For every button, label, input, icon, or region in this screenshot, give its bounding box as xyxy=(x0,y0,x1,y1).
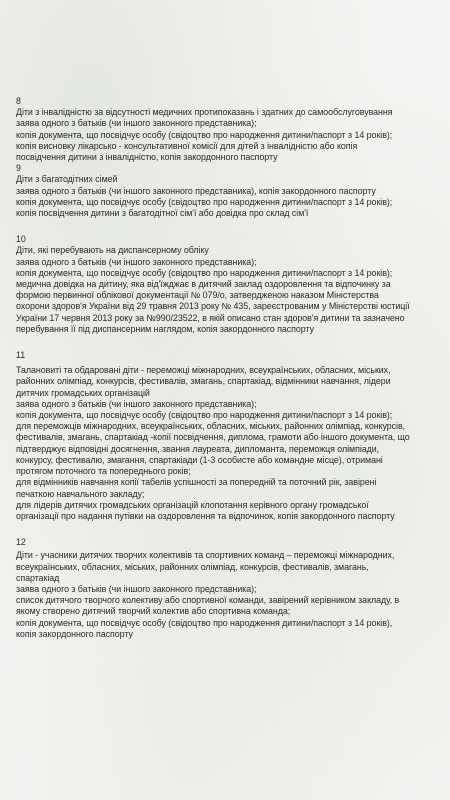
text-line: копія документа, що посвідчує особу (свідоцтво про народження дитини/паспорт з 14 років); xyxy=(16,267,393,278)
section-title: Діти з багатодітних сімей xyxy=(16,174,118,185)
text-line: спартакіад xyxy=(16,572,60,583)
section-number: 9 xyxy=(16,163,21,174)
text-line: організації про надання путівки на оздоровлення та відпочинок, копія закордонного паспорту xyxy=(16,510,395,521)
text-line: копія документа, що посвідчує особу (свідоцтво про народження дитини/паспорт з 14 років), xyxy=(16,617,393,628)
section-title: Діти - учасники дитячих творчих колективів та спортивних команд – переможці міжнародних, xyxy=(16,550,395,561)
text-line: підтверджує відповідні досягнення, звання лауреата, дипломанта, переможця олімпіади, xyxy=(16,443,380,454)
text-line: заява одного з батьків (чи іншого законного представника); xyxy=(16,583,257,594)
text-line: конкурсу, фестивалю, змагання, спартакіади (1-3 особисте або командне місце), отримані xyxy=(16,454,383,465)
section-12 xyxy=(16,537,436,640)
section-9 xyxy=(16,163,436,219)
section-8 xyxy=(16,96,436,163)
section-number: 11 xyxy=(16,350,26,361)
text-line: посвідчення дитини з інвалідністю, копія закордонного паспорту xyxy=(16,152,278,163)
text-line: копія посвідчення дитини з багатодітної сім'ї або довідка про склад сім'ї xyxy=(16,208,309,219)
text-line: заява одного з батьків (чи іншого законного представника); xyxy=(16,118,257,129)
text-line: формою первинної облікової документації № 079/о, затвердженою наказом Міністерства xyxy=(16,290,379,301)
text-line: копія закордонного паспорту xyxy=(16,628,133,639)
text-line: медична довідка на дитину, яка від'їжджає в дитячий заклад оздоровлення та відпочинку за xyxy=(16,279,391,290)
text-line: дитячих громадських організацій xyxy=(16,387,150,398)
text-line: якому створено дитячий творчий колектив або спортивна команда; xyxy=(16,606,291,617)
text-line: заява одного з батьків (чи іншого законного представника), копія закордонного паспорту xyxy=(16,185,376,196)
text-line: копія документа, що посвідчує особу (свідоцтво про народження дитини/паспорт з 14 років); xyxy=(16,410,393,421)
text-line: для переможців міжнародних, всеукраїнських, обласних, міських, районних олімпіад, конкурсів, xyxy=(16,421,406,432)
text-line: копія документа, що посвідчує особу (свідоцтво про народження дитини/паспорт з 14 років); xyxy=(16,129,393,140)
text-line: районних олімпіад, конкурсів, фестивалів, змагань, спартакіад, відмінники навчання, лідери xyxy=(16,376,391,387)
text-line: для відмінників навчання копії табелів успішності за попередній та поточний рік, завірені xyxy=(16,477,377,488)
text-line: заява одного з батьків (чи іншого законного представника); xyxy=(16,256,257,267)
text-line: копія документа, що посвідчує особу (свідоцтво про народження дитини/паспорт з 14 років); xyxy=(16,196,393,207)
text-line: печаткою навчального закладу; xyxy=(16,488,145,499)
text-line: України 17 червня 2013 року за №990/23522, в якій описано стан здоров'я дитини та зазначено xyxy=(16,312,405,323)
text-line: заява одного з батьків (чи іншого законного представника); xyxy=(16,398,257,409)
text-line: протягом поточного та попереднього років; xyxy=(16,466,191,477)
text-line: охорони здоров'я України від 29 травня 2013 року № 435, зареєстрованим у Міністерстві юстиції xyxy=(16,301,410,312)
section-title: Талановиті та обдаровані діти - переможці міжнародних, всеукраїнських, обласних, міських, xyxy=(16,365,391,376)
text-line: перебування її під диспансерним наглядом, копія закордонного паспорту xyxy=(16,323,314,334)
section-10 xyxy=(16,234,436,335)
section-title: Діти, які перебувають на диспансерному обліку xyxy=(16,245,209,256)
text-line: фестивалів, змагань, спартакіад -копії посвідчення, диплома, грамоти або іншого документа, що xyxy=(16,432,410,443)
text-line: всеукраїнських, обласних, міських, районних олімпіад, конкурсів, фестивалів, змагань, xyxy=(16,561,369,572)
section-11 xyxy=(16,350,436,522)
text-line: список дитячого творчого колективу або спортивної команди, завірений керівником закладу, в xyxy=(16,595,400,606)
section-title: Діти з інвалідністю за відсутності медичних протипоказань і здатних до самообслуговування xyxy=(16,107,393,118)
section-number: 8 xyxy=(16,96,21,106)
text-line: копія висновку лікарсько - консультативної комісії для дітей з інвалідністю або копія xyxy=(16,140,358,151)
section-number: 10 xyxy=(16,234,26,245)
text-line: для лідерів дитячих громадських організацій клопотання керівного органу громадської xyxy=(16,499,369,510)
section-number: 12 xyxy=(16,537,26,548)
